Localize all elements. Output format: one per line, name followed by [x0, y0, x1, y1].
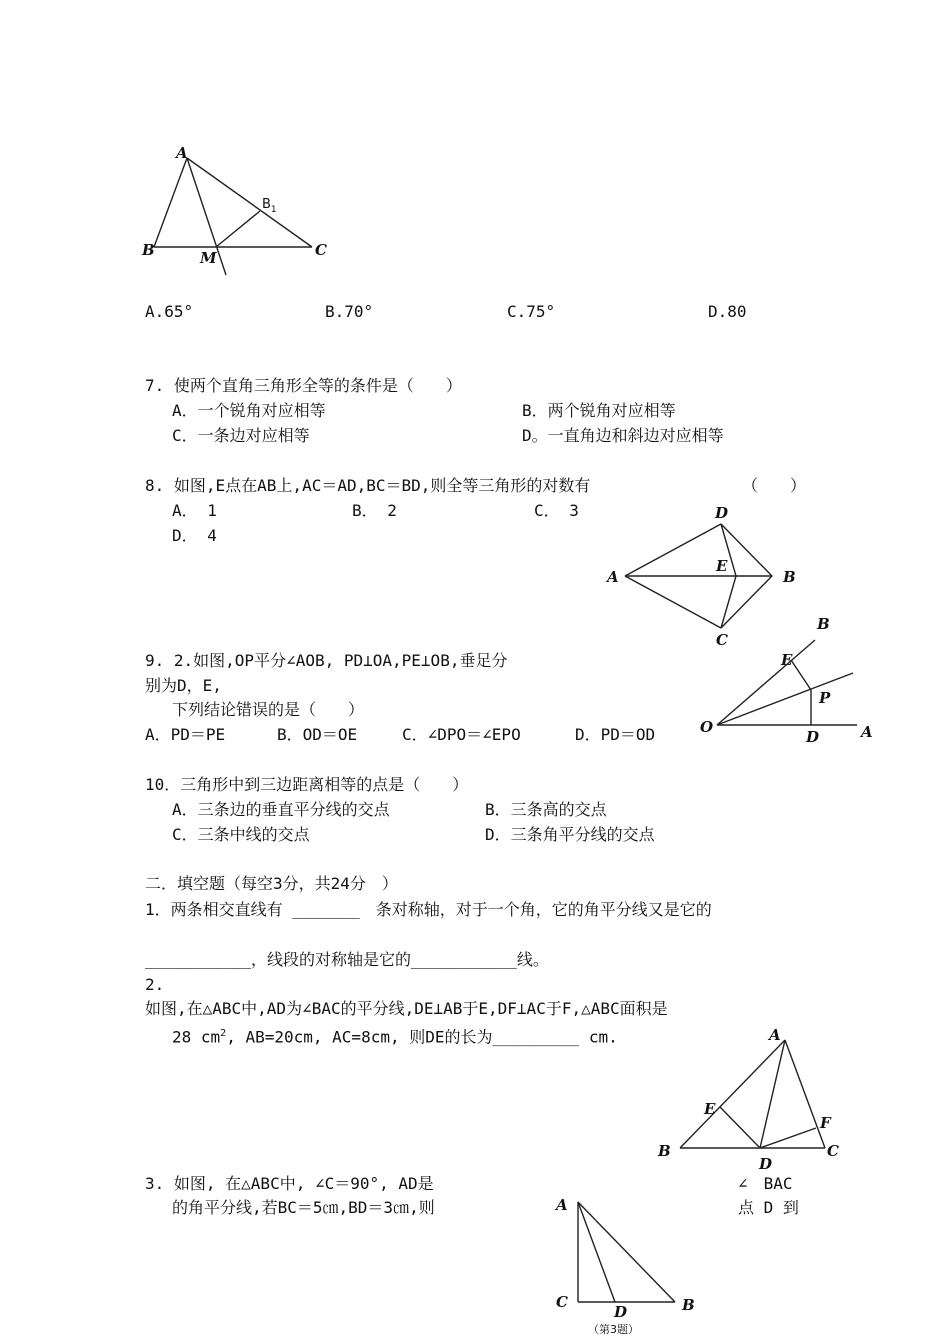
- fill2-number: 2.: [145, 975, 165, 994]
- label-a: A: [556, 1196, 568, 1214]
- q9-stem-line3: 下列结论错误的是（ ）: [172, 700, 365, 719]
- segment-ad: [578, 1202, 615, 1302]
- q10-option-b[interactable]: B．三条高的交点: [485, 800, 607, 819]
- figure-fill2: [650, 1022, 850, 1172]
- label-m: M: [200, 249, 217, 267]
- label-b: B: [817, 615, 830, 633]
- label-d: D: [715, 504, 729, 522]
- label-a: A: [861, 723, 873, 741]
- label-b: B: [658, 1142, 671, 1160]
- q8-option-c[interactable]: C． 3: [534, 501, 579, 520]
- segment-mb1: [216, 211, 260, 247]
- fill2-line1: 如图,在△ABC中,AD为∠BAC的平分线,DE⊥AB于E,DF⊥AC于F,△ABC面积是: [145, 999, 668, 1018]
- q6-option-a[interactable]: A.65°: [145, 302, 194, 321]
- q9-stem-line1: 9. 2.如图,OP平分∠AOB, PD⊥OA,PE⊥OB,垂足分: [145, 651, 508, 670]
- label-d: D: [614, 1303, 628, 1321]
- label-e: E: [704, 1100, 716, 1118]
- q8-answer-paren: （ ）: [742, 476, 807, 495]
- label-d: D: [806, 728, 820, 746]
- q10-option-a[interactable]: A．三条边的垂直平分线的交点: [172, 800, 390, 819]
- label-b1: $B_1$: [262, 197, 277, 215]
- segment-ac: [187, 158, 312, 247]
- label-e: E: [781, 651, 793, 669]
- label-p: P: [819, 689, 831, 707]
- fill2-area: 28 cm: [172, 1027, 221, 1047]
- q10-option-c[interactable]: C．三条中线的交点: [172, 825, 310, 844]
- segment-df: [760, 1128, 816, 1148]
- label-f: F: [820, 1114, 831, 1132]
- q6-option-c[interactable]: C.75°: [507, 302, 556, 321]
- q6-option-d[interactable]: D.80: [708, 302, 747, 321]
- q9-stem-line2: 别为D，E,: [145, 676, 222, 695]
- segment-ad: [625, 524, 721, 576]
- ray-ob: [717, 640, 815, 725]
- label-d: D: [759, 1155, 773, 1173]
- figure-q6: [130, 140, 350, 290]
- fill3-line1: 3. 如图, 在△ABC中, ∠C＝90°, AD是: [145, 1174, 434, 1193]
- figure-q9: [695, 615, 885, 750]
- label-c: C: [556, 1293, 568, 1311]
- segment-ab: [154, 158, 187, 247]
- label-e: E: [716, 557, 728, 575]
- label-b: B: [783, 568, 796, 586]
- q7-option-d[interactable]: D。一直角边和斜边对应相等: [522, 426, 724, 445]
- label-c: C: [716, 631, 728, 649]
- q6-option-b[interactable]: B.70°: [325, 302, 374, 321]
- q7-option-b[interactable]: B．两个锐角对应相等: [522, 401, 676, 420]
- label-o: O: [700, 718, 714, 736]
- segment-ab: [578, 1202, 675, 1302]
- section2-title: 二．填空题（每空3分，共24分 ）: [145, 874, 398, 893]
- q7-option-a[interactable]: A．一个锐角对应相等: [172, 401, 326, 420]
- caption: （第3题）: [588, 1323, 639, 1336]
- q8-option-b[interactable]: B． 2: [352, 501, 397, 520]
- figure-fill3: [550, 1190, 710, 1340]
- label-b: B: [142, 241, 155, 259]
- fill2-rest: , AB=20cm, AC=8cm, 则DE的长为_________ cm.: [226, 1027, 618, 1047]
- fill2-area-unit-sup: 2: [220, 1028, 227, 1039]
- q7-option-c[interactable]: C．一条边对应相等: [172, 426, 310, 445]
- segment-pe: [791, 660, 811, 690]
- q8-option-a[interactable]: A． 1: [172, 501, 217, 520]
- label-a: A: [176, 144, 188, 162]
- segment-ad: [760, 1040, 785, 1148]
- fill3-right2: 点 D 到: [738, 1198, 799, 1217]
- label-b: B: [682, 1296, 695, 1314]
- fill1-line2[interactable]: ___________，线段的对称轴是它的___________线。: [145, 950, 549, 969]
- fill1-line1[interactable]: 1．两条相交直线有 _______ 条对称轴，对于一个角，它的角平分线又是它的: [145, 900, 712, 919]
- label-a: A: [607, 568, 619, 586]
- q10-option-d[interactable]: D．三条角平分线的交点: [485, 825, 655, 844]
- label-c: C: [827, 1142, 839, 1160]
- fill2-line2[interactable]: [172, 1024, 618, 1047]
- fill3-line2: 的角平分线,若BC＝5㎝,BD＝3㎝,则: [172, 1198, 435, 1217]
- q8-stem: 8. 如图,E点在AB上,AC＝AD,BC＝BD,则全等三角形的对数有: [145, 476, 591, 495]
- q9-option-c[interactable]: C．∠DPO＝∠EPO: [402, 725, 521, 744]
- q7-stem: 7. 使两个直角三角形全等的条件是（ ）: [145, 376, 462, 395]
- q8-option-d[interactable]: D． 4: [172, 526, 217, 545]
- segment-ab: [680, 1040, 785, 1148]
- q9-option-a[interactable]: A．PD＝PE: [145, 725, 226, 744]
- q9-option-b[interactable]: B．OD＝OE: [277, 725, 358, 744]
- label-a: A: [769, 1026, 781, 1044]
- label-c: C: [315, 241, 327, 259]
- q9-option-d[interactable]: D．PD＝OD: [575, 725, 656, 744]
- segment-de: [720, 1107, 760, 1148]
- fill3-right1: ∠ BAC: [738, 1174, 793, 1193]
- ray-op: [717, 673, 853, 725]
- q10-stem: 10．三角形中到三边距离相等的点是（ ）: [145, 775, 469, 794]
